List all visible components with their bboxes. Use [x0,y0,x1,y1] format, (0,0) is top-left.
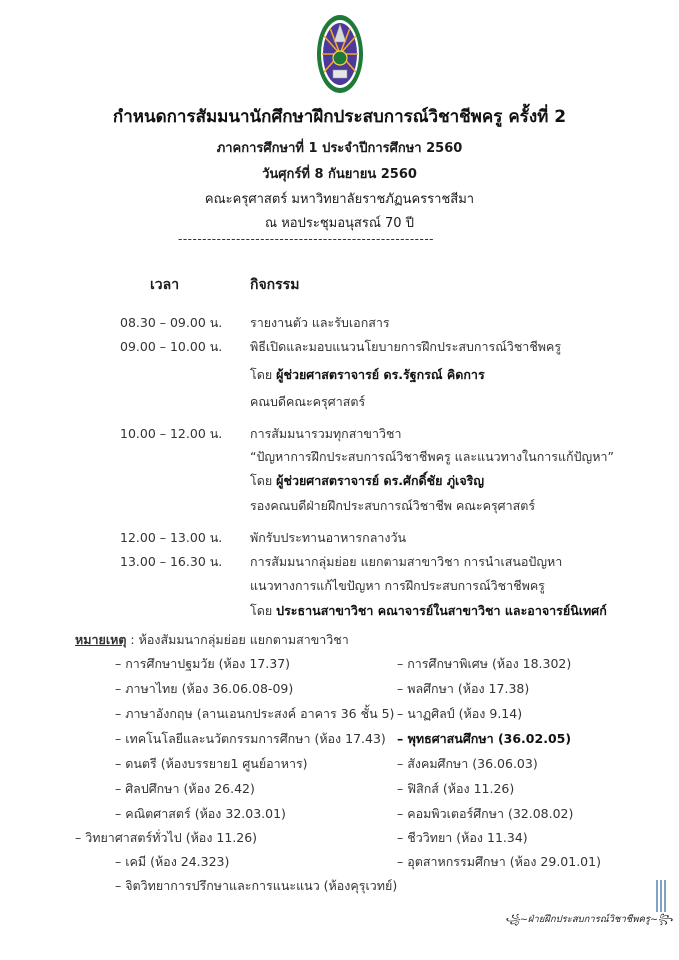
activity-column-header: กิจกรรม [250,277,300,293]
room-list-item: – คอมพิวเตอร์ศึกษา (32.08.02) [397,806,574,821]
room-list-item: – เคมี (ห้อง 24.323) [115,854,230,869]
speaker-prefix: โดย [250,473,277,488]
speaker-line [250,601,607,621]
room-list-item: – พุทธศาสนศึกษา (36.02.05) [397,731,572,746]
speaker-position: คณบดีคณะครุศาสตร์ [250,394,366,409]
room-list-item: – อุตสาหกรรมศึกษา (ห้อง 29.01.01) [397,854,601,869]
room-list-item: – วิทยาศาสตร์ทั่วไป (ห้อง 11.26) [75,830,258,845]
speaker-name: ประธานสาขาวิชา คณาจารย์ในสาขาวิชา และอาจารย์นิเทศก์ [276,603,607,618]
schedule-time: 09.00 – 10.00 น. [120,339,223,354]
room-list-item: – นาฏศิลป์ (ห้อง 9.14) [397,706,523,721]
schedule-time: 12.00 – 13.00 น. [120,530,223,545]
speaker-position: รองคณบดีฝ่ายฝึกประสบการณ์วิชาชีพ คณะครุศาสตร์ [250,498,536,513]
university-seal-logo [316,14,364,94]
footer-signature [505,911,673,931]
schedule-activity: พิธีเปิดและมอบแนวนโยบายการฝึกประสบการณ์วิชาชีพครู [250,339,562,354]
speaker-line [250,365,485,385]
room-list-item: – จิตวิทยาการปรึกษาและการแนะแนว (ห้องคุรุเวทย์) [115,878,398,893]
schedule-activity-cont: แนวทางการแก้ไขปัญหา การฝึกประสบการณ์วิชาชีพครู [250,578,545,593]
speaker-name: ผู้ช่วยศาสตราจารย์ ดร.ศักดิ์ชัย ภู่เจริญ [276,473,485,488]
speaker-prefix: โดย [250,367,277,382]
speaker-line [250,471,484,491]
footer-text: ~ฝ่ายฝึกประสบการณ์วิชาชีพครู~ [519,914,658,925]
faculty-line: คณะครุศาสตร์ มหาวิทยาลัยราชภัฏนครราชสีมา [204,192,475,207]
room-list-item: – การศึกษาปฐมวัย (ห้อง 17.37) [115,656,291,671]
speaker-name: ผู้ช่วยศาสตราจารย์ ดร.รัฐกรณ์ คิดการ [276,367,485,382]
time-column-header: เวลา [150,277,180,293]
schedule-time: 10.00 – 12.00 น. [120,426,223,441]
room-list-item: – ภาษาอังกฤษ (ลานเอนกประสงค์ อาคาร 36 ชั้น 5) [115,706,395,721]
room-list-item: – พลศึกษา (ห้อง 17.38) [397,681,530,696]
speaker-prefix: โดย [250,603,277,618]
schedule-time: 13.00 – 16.30 น. [120,554,223,569]
note-text: ห้องสัมมนากลุ่มย่อย แยกตามสาขาวิชา [138,632,349,647]
ornament-right-icon: ꧂ [657,914,673,925]
room-list-item: – คณิตศาสตร์ (ห้อง 32.03.01) [115,806,286,821]
note-label: หมายเหตุ [75,632,127,647]
room-list-item: – ศิลปศึกษา (ห้อง 26.42) [115,781,255,796]
schedule-activity: รายงานตัว และรับเอกสาร [250,315,390,330]
schedule-time: 08.30 – 09.00 น. [120,315,223,330]
semester-line: ภาคการศึกษาที่ 1 ประจำปีการศึกษา 2560 [216,141,463,156]
room-list-item: – ชีววิทยา (ห้อง 11.34) [397,830,528,845]
schedule-activity: พักรับประทานอาหารกลางวัน [250,530,407,545]
ornament-left-icon: ꧁ [505,914,520,925]
decorative-bars-icon [656,880,668,912]
schedule-activity: การสัมมนากลุ่มย่อย แยกตามสาขาวิชา การนำเสนอปัญหา [250,554,563,569]
seminar-topic: “ปัญหาการฝึกประสบการณ์วิชาชีพครู และแนวทางในการแก้ปัญหา” [250,449,614,464]
room-list-item: – สังคมศึกษา (36.06.03) [397,756,538,771]
room-list-item: – ภาษาไทย (ห้อง 36.06.08-09) [115,681,294,696]
note-line [75,630,349,650]
note-colon: : [126,632,139,647]
separator-line: ----------------------------------------------------- [178,232,434,246]
date-line: วันศุกร์ที่ 8 กันยายน 2560 [262,167,417,182]
venue-line: ณ หอประชุมอนุสรณ์ 70 ปี [265,216,414,231]
document-title: กำหนดการสัมมนานักศึกษาฝึกประสบการณ์วิชาชีพครู ครั้งที่ 2 [112,107,567,127]
room-list-item: – ฟิสิกส์ (ห้อง 11.26) [397,781,515,796]
room-list-item: – เทคโนโลยีและนวัตกรรมการศึกษา (ห้อง 17.43) [115,731,386,746]
schedule-activity: การสัมมนารวมทุกสาขาวิชา [250,426,402,441]
room-list-item: – การศึกษาพิเศษ (ห้อง 18.302) [397,656,572,671]
room-list-item: – ดนตรี (ห้องบรรยาย1 ศูนย์อาหาร) [115,756,308,771]
